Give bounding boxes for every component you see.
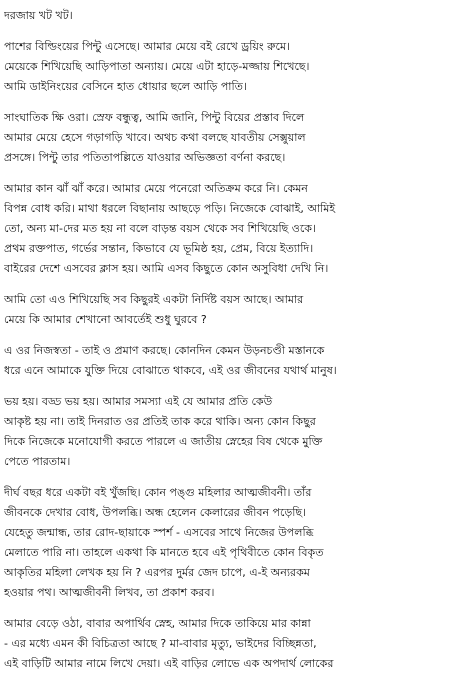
text-line: আমার মেয়ে হেসে গড়াগড়ি খাবে। অথচ কথা বলছে যাবতীয় সেক্সুয়াল	[4, 131, 306, 144]
text-line: ভয় হয়। বড্ড ভয় হয়। আমার সমস্যা এই যে আমার প্রতি কেউ	[4, 395, 273, 408]
text-line: মেলাতে পারি না। তাহলে একথা কি মানতে হবে এই পৃথিবীতে কোন বিকৃত	[4, 546, 324, 559]
paragraph-gap	[4, 97, 452, 108]
paragraph-gap	[4, 26, 452, 37]
text-line: হওয়ার পথ। আত্মজীবনী লিখব, তা প্রকাশ করব।	[4, 586, 215, 599]
text-line: তো, অন্য মা-দের মত হয় না বলে বাড়ন্ত বয়স থেকে সব শিখিয়েছি ওকে।	[4, 222, 316, 235]
text-line: পেতে পারতাম।	[4, 455, 71, 468]
text-line: বাইরের দেশে এসবের ক্লাস হয়। আমি এসব কিছুতে কোন অসুবিধা দেখি নি।	[4, 262, 329, 275]
text-line: পাশের বিল্ডিংয়ের পিন্টু এসেছে। আমার মেয়ে বই রেখে ড্রয়িং রুমে।	[4, 40, 290, 53]
text-line: দরজায় খট খট।	[4, 9, 73, 22]
text-line: প্রথম রক্তপাত, গর্ভের সন্তান, কিভাবে যে ভূমিষ্ঠ হয়, প্রেম, বিয়ে ইত্যাদি।	[4, 242, 314, 255]
text-line: প্রসঙ্গে। পিন্টু তার পতিতাপল্লিতে যাওয়ার অভিজ্ঞতা বর্ণনা করছে।	[4, 151, 286, 164]
text-line: সাংঘাতিক ক্ষি ওরা। স্রেফ বন্ধুত্ব, আমি জানি, পিন্টু বিয়ের প্রস্তাব দিলে	[4, 111, 305, 124]
text-line: আকৃতির মহিলা লেখক হয় নি ? এরপর দুর্মর জেদ চাপে, এ-ই অন্যরকম	[4, 566, 310, 579]
text-line: মেয়ে কি আমার শেখানো আবর্তেই শুধু ঘুরবে ?	[4, 313, 207, 326]
paragraph-gap	[4, 381, 452, 392]
text-line: আমি তো এও শিখিয়েছি সব কিছুরই একটা নির্দিষ্ট বয়স আছে। আমার	[4, 293, 304, 306]
text-line: ধরে এনে আমাকে যুক্তি দিয়ে বোঝাতে থাকবে, এই ওর জীবনের যথার্থ মানুষ।	[4, 364, 337, 377]
text-line: জীবনকে দেখার বোধ, উপলব্ধি। অন্ধ হেলেন কেলারের জীবন পড়েছি।	[4, 506, 307, 519]
text-line: আমার বেড়ে ওঠা, বাবার অপার্থিব স্নেহ, আমার দিকে তাকিয়ে মার কান্না	[4, 617, 311, 630]
document-body	[4, 6, 452, 674]
text-line: এ ওর নিজস্বতা - তাই ও প্রমাণ করছে। কোনদিন কেমন উড়নচণ্ডী মস্তানকে	[4, 344, 325, 357]
text-line: আমার কান ঝাঁ ঝাঁ করে। আমার মেয়ে পনেরো অতিক্রম করে নি। কেমন	[4, 182, 308, 195]
text-line: দিকে নিজেকে মনোযোগী করতে পারলে এ জাতীয় স্নেহের বিষ থেকে মুক্তি	[4, 435, 323, 448]
text-line: মেয়েকে শিখিয়েছি আড়িপাতা অন্যায়। মেয়ে এটা হাড়ে-মজ্জায় শিখেছে।	[4, 60, 310, 73]
paragraph-gap	[4, 603, 452, 614]
text-line: এই বাড়িটি আমার নামে লিখে দেয়া। এই বাড়ির লোভে এক অপদার্থ লোকের	[4, 657, 334, 670]
paragraph-gap	[4, 330, 452, 341]
text-line: বিপন্ন বোধ করি। মাথা ধরলে বিছানায় আছড়ে পড়ি। নিজেকে বোঝাই, আমিই	[4, 202, 336, 215]
text-line: আকৃষ্ট হয় না। তাই দিনরাত ওর প্রতিই তাক করে থাকি। অন্য কোন কিছুর	[4, 415, 316, 428]
paragraph-gap	[4, 472, 452, 483]
text-line: দীর্ঘ বছর ধরে একটা বই খুঁজছি। কোন পঙ্গু মহিলার আত্মজীবনী। তাঁর	[4, 486, 312, 499]
text-line: যেহেতু জন্মান্ধ, তার রোদ-ছায়াকে স্পর্শ - এসবের সাথে নিজের উপলব্ধি	[4, 526, 314, 539]
text-line: - এর মধ্যে এমন কী বিচিত্রতা আছে ? মা-বাবার মৃত্যু, ভাইদের বিচ্ছিন্নতা,	[4, 637, 317, 650]
text-line: আমি ডাইনিংয়ের বেসিনে হাত ধোয়ার ছলে আড়ি পাতি।	[4, 80, 247, 93]
paragraph-gap	[4, 168, 452, 179]
paragraph-gap	[4, 279, 452, 290]
